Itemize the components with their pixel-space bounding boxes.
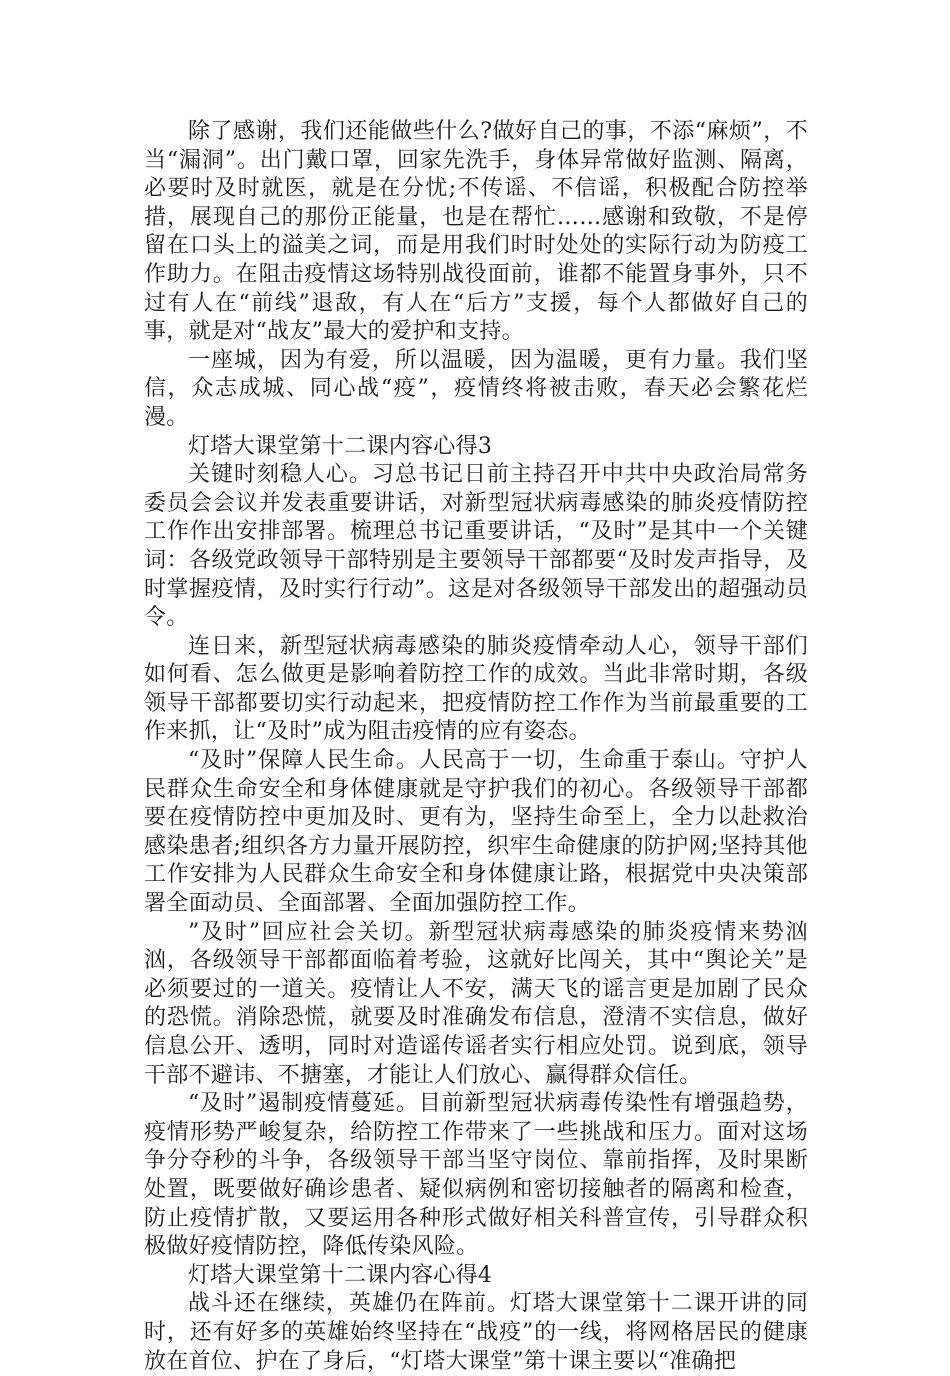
paragraph: 一座城，因为有爱，所以温暖，因为温暖，更有力量。我们坚信，众志成城、同心战“疫”，疫情终将被击败，春天必会繁花烂漫。 — [144, 347, 808, 430]
paragraph: 战斗还在继续，英雄仍在阵前。灯塔大课堂第十二课开讲的同时，还有好多的英雄始终坚持在“战疫”的一线，将网格居民的健康放在首位、护在了身后，“灯塔大课堂”第十课主要以“准确把 — [144, 1291, 808, 1374]
paragraph: 连日来，新型冠状病毒感染的肺炎疫情牵动人心，领导干部们如何看、怎么做更是影响着防控工作的成效。当此非常时期，各级领导干部都要切实行动起来，把疫情防控工作作为当前最重要的工作来抓，让“及时”成为阻击疫情的应有姿态。 — [144, 633, 808, 745]
paragraph: 除了感谢，我们还能做些什么?做好自己的事，不添“麻烦”，不当“漏洞”。出门戴口罩，回家先洗手，身体异常做好监测、隔离，必要时及时就医，就是在分忧;不传谣、不信谣，积极配合防控举措，展现自己的那份正能量，也是在帮忙……感谢和致敬，不是停留在口头上的溢美之词，而是用我们时时处处的实际行动为防疫工作助力。在阻击疫情这场特别战役面前，谁都不能置身事外，只不过有人在“前线”退敌，有人在“后方”支援，每个人都做好自己的事，就是对“战友”最大的爱护和支持。 — [144, 119, 808, 345]
paragraph: “及时”遏制疫情蔓延。目前新型冠状病毒传染性有增强趋势，疫情形势严峻复杂，给防控工作带来了一些挑战和压力。面对这场争分夺秒的斗争，各级领导干部当坚守岗位、靠前指挥，及时果断处置，既要做好确诊患者、疑似病例和密切接触者的隔离和检查，防止疫情扩散，又要运用各种形式做好相关科普宣传，引导群众积极做好疫情防控，降低传染风险。 — [144, 1091, 808, 1260]
paragraph: “及时”保障人民生命。人民高于一切，生命重于泰山。守护人民群众生命安全和身体健康就是守护我们的初心。各级领导干部都要在疫情防控中更加及时、更有为，坚持生命至上，全力以赴救治感染患者;组织各方力量开展防控，织牢生命健康的防护网;坚持其他工作安排为人民群众生命安全和身体健康让路，根据党中央决策部署全面动员、全面部署、全面加强防控工作。 — [144, 748, 808, 917]
paragraph: ”及时”回应社会关切。新型冠状病毒感染的肺炎疫情来势汹汹，各级领导干部都面临着考验，这就好比闯关，其中“舆论关”是必须要过的一道关。疫情让人不安，满天飞的谣言更是加剧了民众的恐慌。消除恐慌，就要及时准确发布信息，澄清不实信息，做好信息公开、透明，同时对造谣传谣者实行相应处罚。说到底，领导干部不避讳、不搪塞，才能让人们放心、赢得群众信任。 — [144, 919, 808, 1088]
section-heading: 灯塔大课堂第十二课内容心得4 — [188, 1262, 493, 1288]
section-heading: 灯塔大课堂第十二课内容心得3 — [188, 433, 493, 459]
document-body — [144, 118, 808, 1376]
paragraph: 关键时刻稳人心。习总书记日前主持召开中共中央政治局常务委员会会议并发表重要讲话，对新型冠状病毒感染的肺炎疫情防控工作作出安排部署。梳理总书记重要讲话，“及时”是其中一个关键词：各级党政领导干部特别是主要领导干部都要“及时发声指导，及时掌握疫情，及时实行行动”。这是对各级领导干部发出的超强动员令。 — [144, 462, 808, 631]
